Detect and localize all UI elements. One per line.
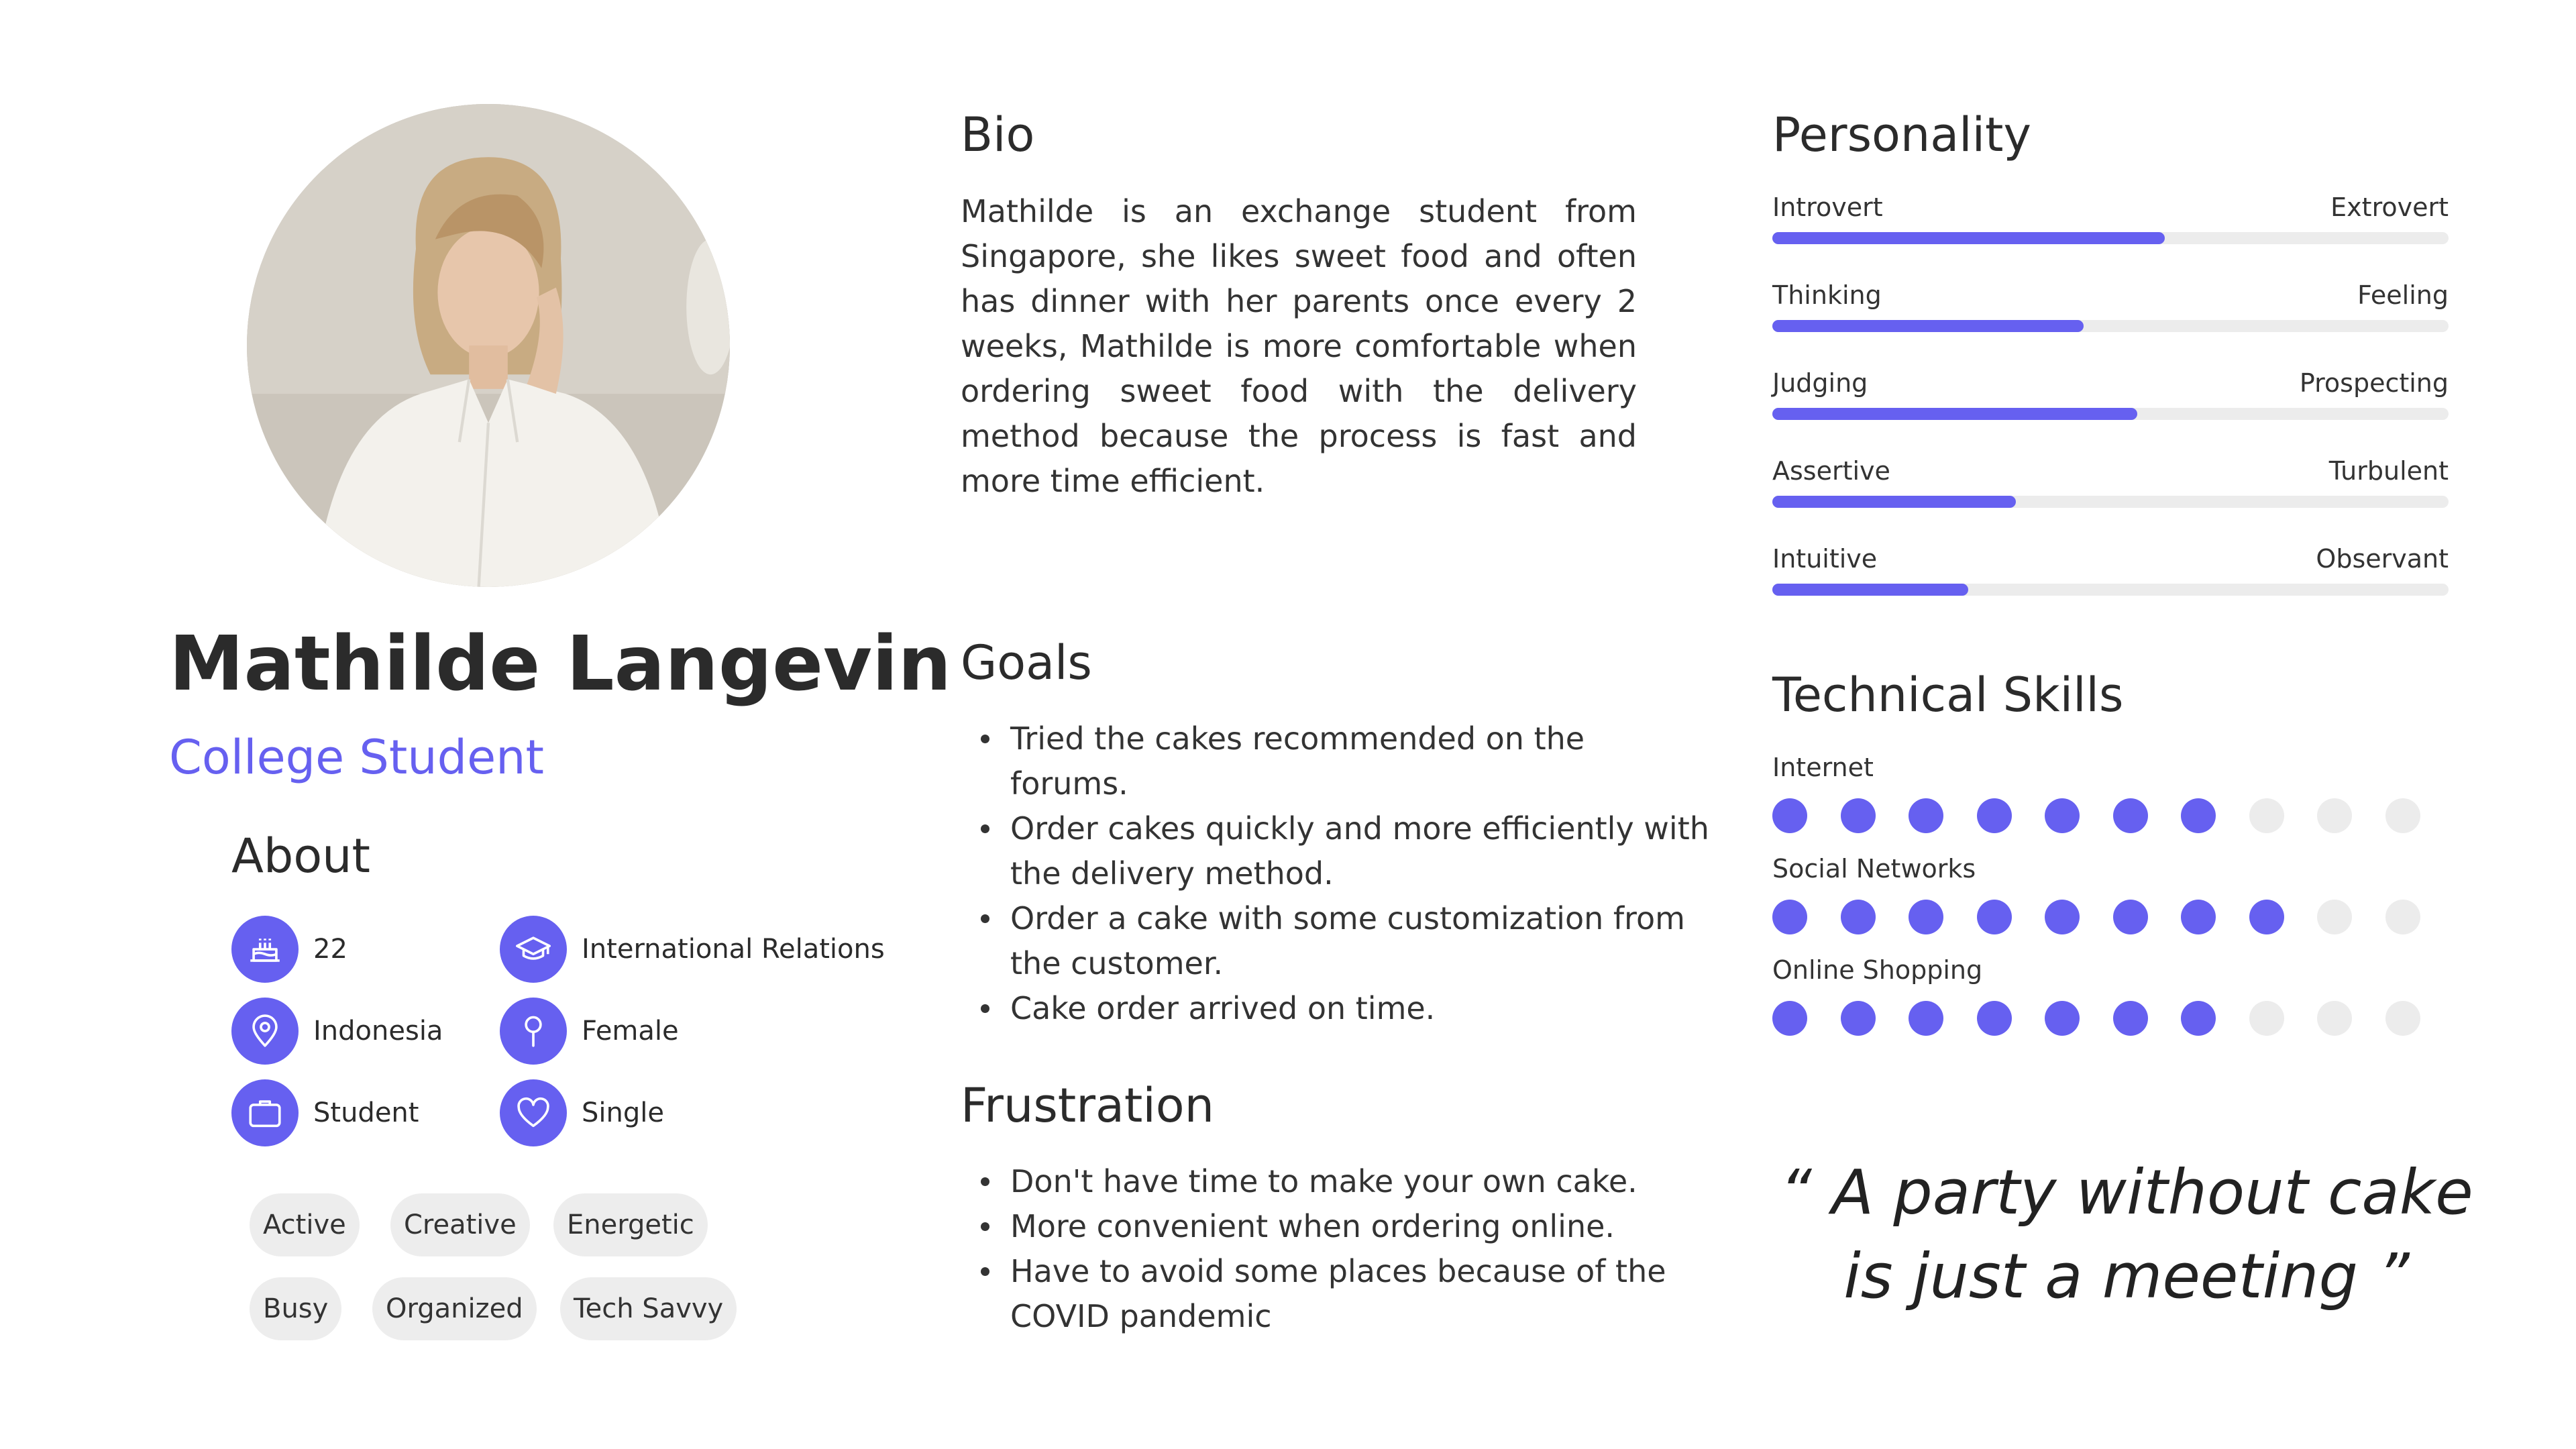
- fact-occupation-value: Student: [313, 1097, 419, 1128]
- skill-label: Internet: [1772, 753, 1874, 782]
- persona-role: College Student: [169, 730, 544, 785]
- trait-left-label: Introvert: [1772, 193, 1883, 222]
- skill-dot-filled: [1772, 798, 1807, 833]
- trait-right-label: Turbulent: [2328, 456, 2449, 486]
- trait-right-label: Observant: [2316, 544, 2449, 574]
- skill-dot-filled: [2113, 900, 2148, 934]
- trait-fill: [1772, 320, 2084, 332]
- skill-label: Online Shopping: [1772, 955, 1983, 985]
- goals-heading: Goals: [961, 635, 1092, 690]
- skill-dot-filled: [1909, 900, 1943, 934]
- trait-left-label: Intuitive: [1772, 544, 1878, 574]
- skill-dot-filled: [2181, 1001, 2216, 1036]
- skill-dot-filled: [2045, 798, 2080, 833]
- list-item: Tried the cakes recommended on the forums.: [961, 716, 1712, 806]
- skill-dot-filled: [2113, 1001, 2148, 1036]
- briefcase-icon: [231, 1079, 299, 1146]
- fact-age: [231, 916, 347, 983]
- fact-location-value: Indonesia: [313, 1016, 443, 1046]
- skill-dot-filled: [2045, 900, 2080, 934]
- trait-right-label: Feeling: [2357, 280, 2449, 310]
- quote-line: is just a meeting ”: [1843, 1240, 2410, 1312]
- skill-dot-filled: [1841, 900, 1876, 934]
- fact-age-value: 22: [313, 934, 347, 965]
- trait-left-label: Assertive: [1772, 456, 1890, 486]
- trait-track: [1772, 496, 2449, 508]
- fact-gender-value: Female: [582, 1016, 679, 1046]
- personality-trait: [1772, 280, 2449, 334]
- fact-relationship-value: Single: [582, 1097, 664, 1128]
- skill-dot-empty: [2317, 1001, 2352, 1036]
- fact-gender: [500, 998, 679, 1065]
- skill-dot-empty: [2385, 798, 2420, 833]
- skill-dot-filled: [2181, 900, 2216, 934]
- list-item: Have to avoid some places because of the COVID pandemic: [961, 1249, 1672, 1339]
- skill-dot-empty: [2317, 900, 2352, 934]
- personality-trait: [1772, 193, 2449, 246]
- trait-track: [1772, 320, 2449, 332]
- bio-heading: Bio: [961, 107, 1035, 162]
- skill-dot-filled: [1841, 798, 1876, 833]
- skill-rating: [1772, 798, 2416, 833]
- quote-line: “ A party without cake: [1780, 1157, 2473, 1228]
- skill-rating: [1772, 900, 2416, 934]
- trait-tag: Busy: [250, 1277, 341, 1340]
- trait-track: [1772, 408, 2449, 420]
- skill-rating: [1772, 1001, 2416, 1036]
- skill-dot-filled: [2045, 1001, 2080, 1036]
- fact-relationship: [500, 1079, 664, 1146]
- fact-field: [500, 916, 885, 983]
- personality-trait: [1772, 368, 2449, 422]
- fact-field-value: International Relations: [582, 934, 885, 965]
- skill-dot-filled: [1977, 798, 2012, 833]
- trait-tag: Creative: [390, 1193, 530, 1256]
- frustration-list: [961, 1159, 1672, 1339]
- cake-icon: [231, 916, 299, 983]
- profile-photo: [247, 104, 730, 587]
- frustration-heading: Frustration: [961, 1078, 1214, 1133]
- skill-dot-empty: [2317, 798, 2352, 833]
- skill-dot-filled: [1772, 900, 1807, 934]
- list-item: Order cakes quickly and more efficiently with the delivery method.: [961, 806, 1712, 896]
- skill-dot-filled: [1977, 900, 2012, 934]
- trait-left-label: Judging: [1772, 368, 1868, 398]
- list-item: Order a cake with some customization from the customer.: [961, 896, 1712, 986]
- personality-trait: [1772, 456, 2449, 510]
- goals-list: [961, 716, 1712, 1031]
- skill-dot-filled: [2113, 798, 2148, 833]
- skill-dot-filled: [1841, 1001, 1876, 1036]
- skill-dot-filled: [1772, 1001, 1807, 1036]
- trait-right-label: Extrovert: [2330, 193, 2449, 222]
- location-pin-icon: [231, 998, 299, 1065]
- skill-dot-empty: [2385, 900, 2420, 934]
- fact-location: [231, 998, 443, 1065]
- skill-dot-empty: [2249, 798, 2284, 833]
- graduation-cap-icon: [500, 916, 567, 983]
- trait-fill: [1772, 496, 2016, 508]
- trait-track: [1772, 584, 2449, 596]
- trait-tag: Energetic: [553, 1193, 708, 1256]
- list-item: Cake order arrived on time.: [961, 986, 1712, 1031]
- trait-tag: Active: [250, 1193, 360, 1256]
- skill-dot-filled: [2181, 798, 2216, 833]
- trait-left-label: Thinking: [1772, 280, 1882, 310]
- skill-dot-empty: [2249, 1001, 2284, 1036]
- personality-trait: [1772, 544, 2449, 598]
- heart-icon: [500, 1079, 567, 1146]
- bio-text: Mathilde is an exchange student from Singapore, she likes sweet food and often has dinner with her parents once every 2 weeks, Mathilde is more comfortable when ordering sweet food with the delivery method because the process is fast and more time efficient.: [961, 193, 1637, 499]
- female-icon: [500, 998, 567, 1065]
- about-heading: About: [231, 828, 370, 883]
- persona-quote: [1758, 1150, 2496, 1318]
- profile-photo-image: [247, 104, 730, 587]
- trait-fill: [1772, 232, 2165, 244]
- trait-track: [1772, 232, 2449, 244]
- skill-dot-empty: [2385, 1001, 2420, 1036]
- trait-tag: Tech Savvy: [560, 1277, 737, 1340]
- persona-name: Mathilde Langevin: [169, 621, 952, 708]
- trait-fill: [1772, 584, 1968, 596]
- trait-tag: Organized: [372, 1277, 537, 1340]
- skill-dot-filled: [2249, 900, 2284, 934]
- trait-fill: [1772, 408, 2137, 420]
- fact-occupation: [231, 1079, 419, 1146]
- list-item: More convenient when ordering online.: [961, 1204, 1672, 1249]
- technical-skills-heading: Technical Skills: [1772, 667, 2124, 722]
- list-item: Don't have time to make your own cake.: [961, 1159, 1672, 1204]
- skill-dot-filled: [1977, 1001, 2012, 1036]
- skill-dot-filled: [1909, 798, 1943, 833]
- personality-heading: Personality: [1772, 107, 2031, 162]
- skill-dot-filled: [1909, 1001, 1943, 1036]
- skill-label: Social Networks: [1772, 854, 1976, 883]
- trait-right-label: Prospecting: [2299, 368, 2449, 398]
